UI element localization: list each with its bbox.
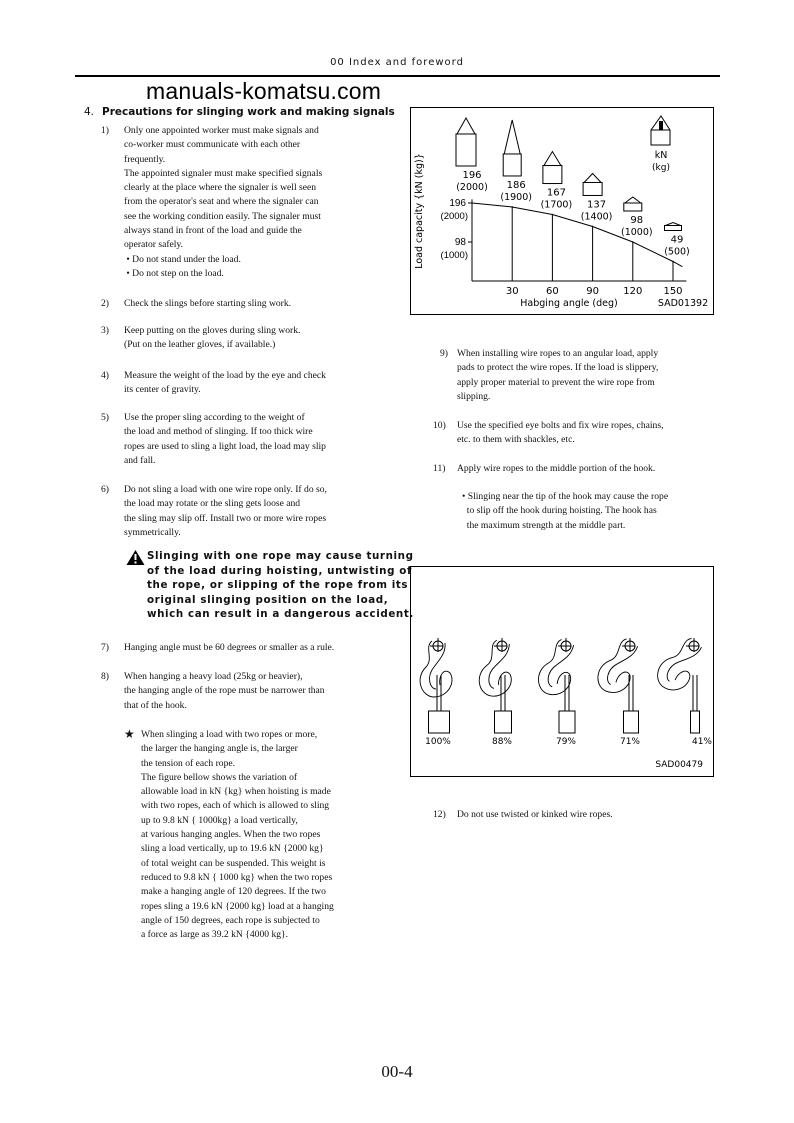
text-line: the load may rotate or the sling gets loose and — [124, 498, 301, 510]
load-box — [429, 711, 450, 733]
note-line: at various hanging angles. When the two ropes — [141, 829, 321, 841]
text-line: ropes are used to sling a light load, the load may slip — [124, 440, 326, 452]
sling-load-icon — [543, 152, 562, 184]
text-line: Use the proper sling according to the weight of — [124, 412, 305, 423]
text-line: • Do not stand under the load. — [124, 253, 241, 265]
data-label: 98 — [630, 214, 644, 226]
text-line: always stand in front of the load and guide the — [124, 225, 302, 237]
item-number: 6) — [101, 484, 109, 495]
hook-icon — [593, 634, 645, 733]
hook-icon — [535, 636, 581, 733]
text-line: Measure the weight of the load by the eye and check — [124, 370, 326, 381]
figure-id: SAD01392 — [657, 298, 709, 309]
y-tick-label-alt: (1000) — [440, 249, 468, 261]
note-line: up to 9.8 kN { 1000kg} a load vertically, — [141, 814, 298, 826]
data-label: 186 — [506, 179, 526, 191]
chart-svg — [411, 108, 713, 314]
note-line: with two ropes, each of which is allowed to sling — [141, 800, 330, 812]
text-line: pads to protect the wire ropes. If the load is slippery, — [457, 362, 659, 374]
note-line: sling a load vertically, up to 19.6 kN {2000 kg} — [141, 843, 324, 855]
warning-line: the rope, or slipping of the rope from its — [147, 579, 409, 591]
bullet-line: the maximum strength at the middle part. — [462, 519, 626, 531]
text-line: the hanging angle of the rope must be narrower than — [124, 685, 325, 697]
warning-line: which can result in a dangerous accident. — [147, 608, 414, 620]
data-label: 137 — [587, 199, 607, 211]
item-text — [124, 670, 325, 713]
note-line: angle of 150 degrees, each rope is subjected to — [141, 914, 320, 926]
x-axis-title: Habging angle (deg) — [520, 298, 618, 309]
text-line: the load and method of slinging. If too thick wire — [124, 426, 313, 438]
section-title: Precautions for slinging work and making signals — [102, 106, 395, 118]
text-line: co-worker must communicate with each other — [124, 139, 301, 151]
bullet-line: • Slinging near the tip of the hook may cause the rope — [462, 491, 669, 502]
x-tick-label: 60 — [546, 286, 559, 297]
text-line: frequently. — [124, 153, 166, 165]
text-line: etc. to them with shackles, etc. — [457, 434, 575, 446]
hook-efficiency-label: 41% — [691, 737, 713, 747]
item-text — [124, 124, 322, 281]
warning-line: original slinging position on the load, — [147, 593, 389, 606]
note-line: allowable load in kN {kg} when hoisting is made — [141, 786, 331, 798]
text-line: clearly at the place where the signaler is well seen — [124, 182, 317, 194]
text-line: and fall. — [124, 454, 156, 466]
note-line: reduced to 9.8 kN { 1000 kg} when the two ropes — [141, 871, 333, 883]
note-line: make a hanging angle of 120 degrees. If the two — [141, 886, 326, 898]
data-label: 167 — [546, 187, 566, 199]
item-text — [124, 483, 327, 540]
sling-load-icon — [665, 222, 682, 230]
text-line: its center of gravity. — [124, 384, 201, 396]
text-line: Check the slings before starting sling work. — [124, 298, 292, 309]
item-number: 9) — [440, 348, 448, 359]
item-number: 1) — [101, 125, 109, 136]
hook-icon — [652, 632, 709, 733]
load-box — [559, 711, 575, 733]
note-line: a force as large as 39.2 kN {4000 kg}. — [141, 929, 289, 941]
text-line: see the working condition easily. The signaler must — [124, 210, 321, 222]
item-number: 7) — [101, 642, 109, 653]
text-line: from the operator's seat and where the signaler can — [124, 196, 319, 208]
data-label-alt: (1900) — [500, 191, 532, 203]
data-label: 196 — [462, 169, 482, 181]
text-line: The appointed signaler must make specified signals — [124, 167, 323, 179]
page-header: 00 Index and foreword — [330, 57, 464, 68]
text-line: When installing wire ropes to an angular load, apply — [457, 348, 659, 359]
note-line: ropes sling a 19.6 kN {2000 kg} load at a hanging — [141, 900, 334, 912]
load-box — [495, 711, 512, 733]
note-line: the tension of each rope. — [141, 757, 236, 769]
text-line: that of the hook. — [124, 699, 187, 711]
note-line: the larger the hanging angle is, the larger — [141, 743, 298, 755]
hook-efficiency-label: 79% — [555, 737, 577, 747]
text-line: • Do not step on the load. — [124, 267, 224, 279]
data-label-alt: (1700) — [540, 199, 573, 211]
y-tick-label: 196 — [449, 197, 466, 209]
x-tick-label: 30 — [505, 286, 519, 297]
item-text — [457, 419, 663, 448]
x-tick-label: 150 — [663, 286, 683, 297]
legend-unit: kN — [654, 150, 668, 161]
note-line: of total weight can be suspended. This weight is — [141, 857, 326, 869]
item-text — [124, 641, 334, 655]
hook-efficiency-label: 88% — [491, 737, 513, 747]
note-line: When slinging a load with two ropes or more, — [141, 729, 318, 740]
hook-efficiency-label: 100% — [425, 737, 451, 747]
item-text — [457, 808, 613, 822]
note-line: The figure bellow shows the variation of — [141, 771, 298, 783]
item-number: 2) — [101, 298, 109, 309]
load-box — [624, 711, 639, 733]
legend-unit-alt: (kg) — [652, 163, 670, 173]
load-capacity-chart — [410, 107, 714, 315]
sling-load-icon — [456, 118, 476, 166]
section-number: 4. — [84, 106, 95, 118]
hook-figure — [410, 566, 714, 777]
text-line: Do not sling a load with one wire rope only. If do so, — [124, 484, 327, 495]
item-number: 3) — [101, 325, 109, 336]
hook-icon — [477, 638, 516, 733]
data-label-alt: (1000) — [621, 226, 653, 238]
text-line: Hanging angle must be 60 degrees or smaller as a rule. — [124, 642, 335, 653]
item-text — [124, 369, 326, 398]
text-line: symmetrically. — [124, 526, 181, 538]
watermark: manuals-komatsu.com — [146, 78, 382, 104]
text-line: apply proper material to prevent the wire rope from — [457, 376, 655, 388]
text-line: Only one appointed worker must make signals and — [124, 125, 319, 136]
y-tick-label-alt: (2000) — [440, 210, 468, 222]
x-tick-label: 120 — [623, 286, 643, 297]
data-label: 49 — [670, 234, 684, 246]
text-line: Use the specified eye bolts and fix wire ropes, chains, — [457, 420, 664, 431]
hook-icon — [420, 638, 452, 733]
x-tick-label: 90 — [586, 286, 599, 297]
hook-efficiency-label: 71% — [619, 737, 641, 747]
sling-load-icon — [503, 120, 521, 176]
section-heading — [84, 106, 395, 118]
item-text — [124, 297, 291, 311]
warning-line: Slinging with one rope may cause turning — [147, 550, 414, 562]
sling-load-icon — [583, 173, 602, 195]
item-number: 4) — [101, 370, 109, 381]
data-label-alt: (500) — [664, 246, 690, 258]
hook-bullet-text — [462, 490, 668, 533]
star-icon: ★ — [124, 727, 135, 741]
load-box — [691, 711, 700, 733]
data-label-alt: (2000) — [456, 181, 488, 193]
text-line: Do not use twisted or kinked wire ropes. — [457, 809, 613, 820]
legend-icon — [651, 116, 670, 145]
item-text — [124, 411, 326, 468]
data-label-alt: (1400) — [580, 211, 613, 223]
item-text — [124, 324, 300, 353]
warning-text — [147, 549, 414, 622]
text-line: the sling may slip off. Install two or more wire ropes — [124, 512, 327, 524]
warning-line: of the load during hoisting, untwisting of — [147, 564, 413, 577]
text-line: Apply wire ropes to the middle portion of the hook. — [457, 463, 656, 474]
text-line: operator safely. — [124, 239, 184, 251]
item-number: 10) — [433, 420, 446, 431]
item-number: 5) — [101, 412, 109, 423]
text-line: Keep putting on the gloves during sling work. — [124, 325, 301, 336]
header-rule — [75, 75, 720, 77]
text-line: (Put on the leather gloves, if available.) — [124, 339, 276, 351]
item-text — [457, 347, 658, 404]
warning-icon — [126, 549, 145, 566]
text-line: slipping. — [457, 390, 491, 402]
text-line: When hanging a heavy load (25kg or heavier), — [124, 671, 303, 682]
star-note-text — [141, 728, 334, 942]
sling-load-icon — [624, 197, 642, 211]
item-number: 8) — [101, 671, 109, 682]
y-axis-title: Load capacity {kN (kg)} — [414, 153, 425, 269]
item-number: 11) — [433, 463, 446, 474]
figure-id: SAD00479 — [655, 760, 703, 770]
bullet-line: to slip off the hook during hoisting. The hook has — [462, 505, 657, 517]
item-number: 12) — [433, 809, 446, 820]
page-number: 00-4 — [381, 1062, 413, 1081]
item-text — [457, 462, 655, 476]
hook-figure-svg — [411, 567, 713, 776]
y-tick-label: 98 — [454, 236, 466, 248]
